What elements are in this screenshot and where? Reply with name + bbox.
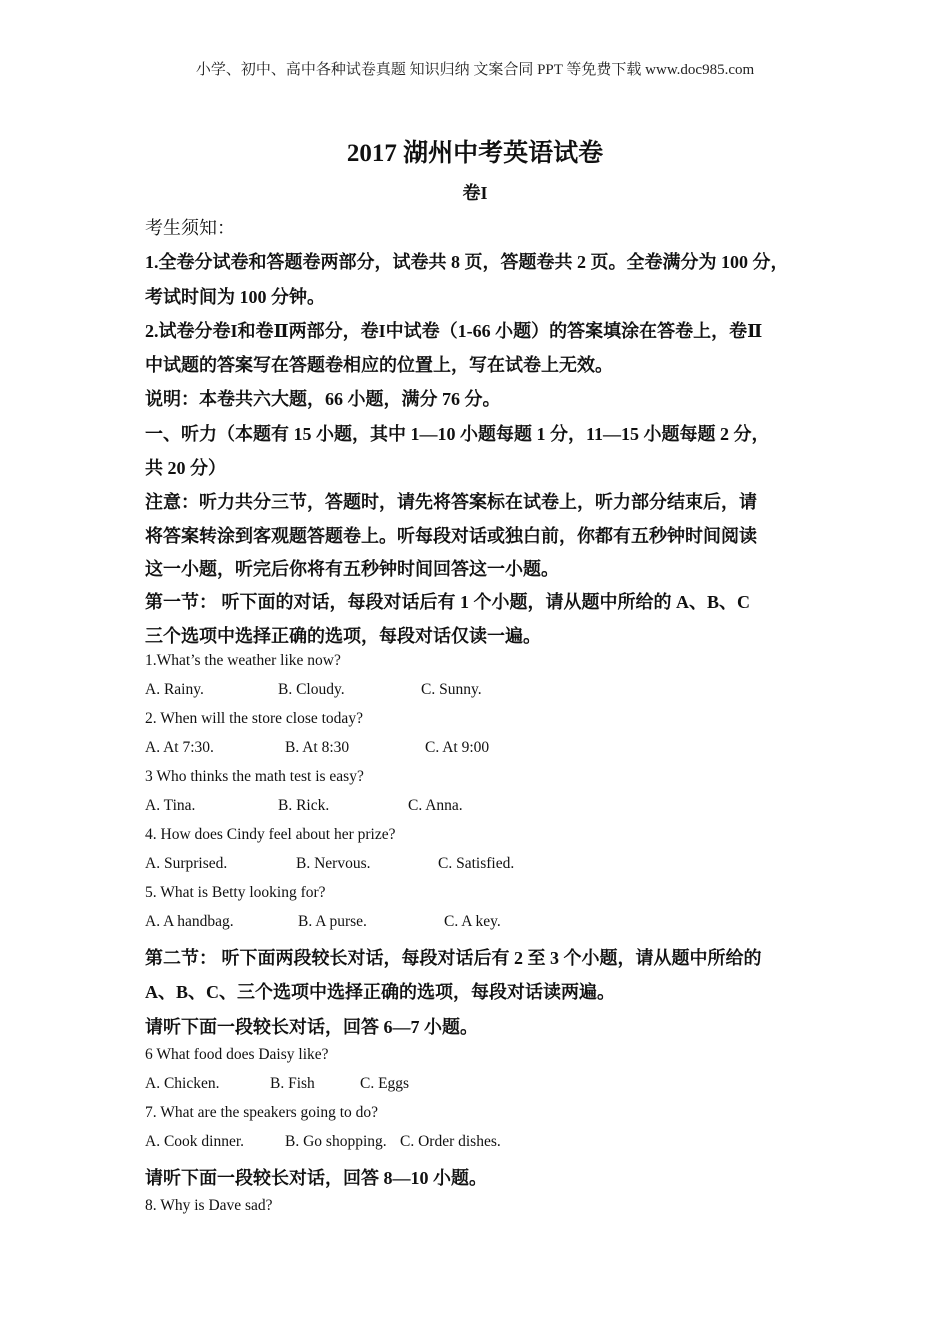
instructions-note: 说明：本卷共六大题，66 小题，满分 76 分。 (145, 389, 501, 409)
option-a: A. Tina. (145, 797, 196, 814)
option-b: B. Nervous. (296, 855, 371, 872)
question-4: 4. How does Cindy feel about her prize? (145, 826, 396, 843)
question-6-options (145, 1075, 845, 1095)
section1-notice-line-2: 将答案转涂到客观题答题卷上。听每段对话或独白前，你都有五秒钟时间阅读 (145, 526, 757, 546)
option-b: B. Fish (270, 1075, 315, 1092)
option-a: A. A handbag. (145, 913, 234, 930)
question-1: 1.What’s the weather like now? (145, 652, 341, 669)
option-c: C. Satisfied. (438, 855, 515, 872)
part1-instruction-line-1: 第一节： 听下面的对话，每段对话后有 1 个小题，请从题中所给的 A、B、C (145, 592, 751, 612)
dialog-1-intro: 请听下面一段较长对话，回答 6—7 小题。 (145, 1017, 478, 1037)
option-b: B. Cloudy. (278, 681, 345, 698)
option-b: B. At 8:30 (285, 739, 350, 756)
question-6: 6 What food does Daisy like? (145, 1046, 329, 1063)
option-a: A. Surprised. (145, 855, 228, 872)
question-4-options (145, 855, 845, 875)
instruction-2-line-1: 2.试卷分卷I和卷Ⅱ两部分，卷I中试卷（1-66 小题）的答案填涂在答卷上，卷Ⅱ (145, 321, 763, 341)
option-a: A. Rainy. (145, 681, 204, 698)
option-a: A. Chicken. (145, 1075, 220, 1092)
question-2: 2. When will the store close today? (145, 710, 363, 727)
instructions-heading: 考生须知： (145, 218, 235, 238)
option-c: C. Eggs (360, 1075, 410, 1092)
option-c: C. Order dishes. (400, 1133, 501, 1150)
part2-instruction-line-1: 第二节： 听下面两段较长对话，每段对话后有 2 至 3 个小题，请从题中所给的 (145, 948, 762, 968)
instruction-2-line-2: 中试题的答案写在答题卷相应的位置上，写在试卷上无效。 (145, 355, 613, 375)
question-7-options (145, 1133, 845, 1153)
section1-title-line-2: 共 20 分） (145, 458, 226, 478)
question-5-options (145, 913, 845, 933)
option-c: C. At 9:00 (425, 739, 490, 756)
question-7: 7. What are the speakers going to do? (145, 1104, 378, 1121)
section1-notice-line-1: 注意：听力共分三节，答题时，请先将答案标在试卷上，听力部分结束后，请 (145, 492, 757, 512)
question-2-options (145, 739, 845, 759)
question-3-options (145, 797, 845, 817)
option-c: C. Anna. (408, 797, 463, 814)
question-1-options (145, 681, 845, 701)
page-header: 小学、初中、高中各种试卷真题 知识归纳 文案合同 PPT 等免费下载 www.doc985.com (195, 62, 755, 78)
option-c: C. Sunny. (421, 681, 482, 698)
exam-subtitle: 卷I (462, 183, 488, 203)
dialog-2-intro: 请听下面一段较长对话，回答 8—10 小题。 (145, 1168, 487, 1188)
question-8: 8. Why is Dave sad? (145, 1197, 273, 1214)
part1-instruction-line-2: 三个选项中选择正确的选项，每段对话仅读一遍。 (145, 626, 541, 646)
question-5: 5. What is Betty looking for? (145, 884, 326, 901)
option-b: B. Go shopping. (285, 1133, 387, 1150)
option-b: B. A purse. (298, 913, 367, 930)
section1-notice-line-3: 这一小题，听完后你将有五秒钟时间回答这一小题。 (145, 559, 559, 579)
instruction-1-line-1: 1.全卷分试卷和答题卷两部分，试卷共 8 页，答题卷共 2 页。全卷满分为 100 分， (145, 252, 789, 272)
question-3: 3 Who thinks the math test is easy? (145, 768, 364, 785)
exam-title: 2017 湖州中考英语试卷 (346, 140, 604, 167)
section1-title-line-1: 一、听力（本题有 15 小题，其中 1—10 小题每题 1 分，11—15 小题每题 2 分， (145, 424, 770, 444)
option-b: B. Rick. (278, 797, 330, 814)
option-a: A. At 7:30. (145, 739, 214, 756)
option-c: C. A key. (444, 913, 501, 930)
option-a: A. Cook dinner. (145, 1133, 245, 1150)
instruction-1-line-2: 考试时间为 100 分钟。 (145, 287, 325, 307)
part2-instruction-line-2: A、B、C、三个选项中选择正确的选项，每段对话读两遍。 (145, 982, 616, 1002)
